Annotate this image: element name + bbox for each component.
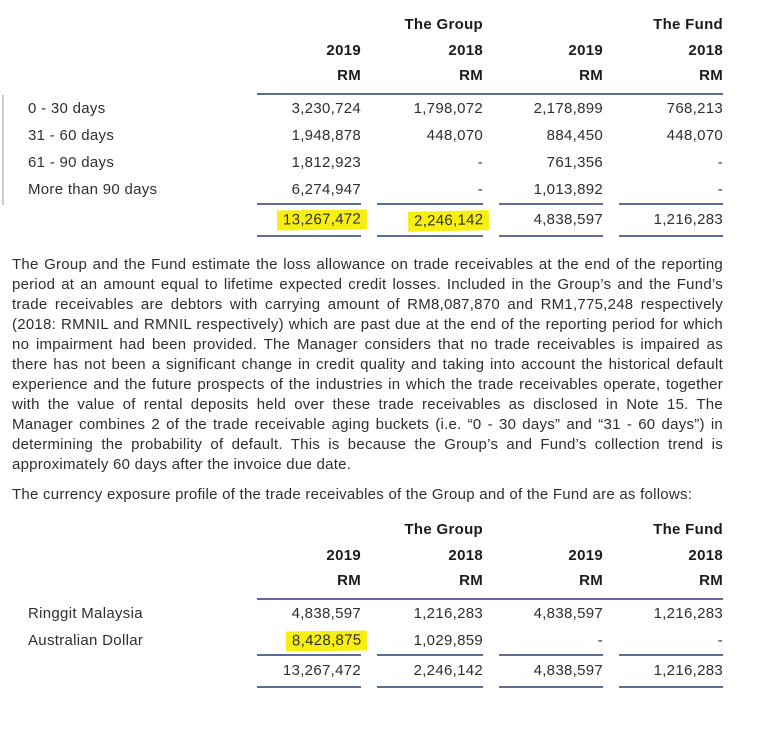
year-header: 2018	[688, 42, 723, 59]
amount-cell: 1,216,283	[413, 605, 483, 622]
fund-column-header: The Fund	[653, 521, 723, 538]
currency-header: RM	[459, 572, 483, 589]
amount-cell: 1,216,283	[653, 605, 723, 622]
currency-exposure-table	[12, 521, 723, 688]
spacer-cell	[28, 203, 241, 237]
currency-header: RM	[459, 67, 483, 84]
total-cell: 4,838,597	[499, 203, 603, 237]
left-cell-border	[2, 95, 4, 205]
year-header: 2019	[326, 42, 361, 59]
aging-row-label: 31 - 60 days	[28, 127, 115, 144]
aging-row-label: 61 - 90 days	[28, 154, 115, 171]
currency-header: RM	[337, 67, 361, 84]
year-header: 2019	[326, 547, 361, 564]
amount-cell: -	[477, 181, 483, 198]
currency-header: RM	[579, 572, 603, 589]
total-cell: 13,267,472	[257, 654, 361, 688]
spacer-cell	[28, 568, 241, 598]
currency-row-label: Australian Dollar	[28, 632, 144, 649]
spacer-cell	[28, 37, 241, 63]
aging-row-label: 0 - 30 days	[28, 100, 106, 117]
year-header: 2018	[688, 547, 723, 564]
year-header: 2018	[448, 547, 483, 564]
total-cell: 4,838,597	[499, 654, 603, 688]
amount-cell: 1,948,878	[291, 127, 361, 144]
amount-cell: 6,274,947	[291, 181, 361, 198]
total-cell: 1,216,283	[619, 203, 723, 237]
fund-column-header: The Fund	[653, 16, 723, 33]
amount-cell: 1,798,072	[413, 100, 483, 117]
amount-cell: 3,230,724	[291, 100, 361, 117]
aging-row-label: More than 90 days	[28, 181, 158, 198]
spacer-cell	[28, 63, 241, 93]
highlight-mark: 8,428,875	[285, 631, 367, 652]
amount-cell: 884,450	[546, 127, 603, 144]
amount-cell: 448,070	[666, 127, 723, 144]
year-header: 2019	[568, 547, 603, 564]
spacer-cell	[28, 542, 241, 568]
amount-cell: -	[717, 154, 723, 171]
currency-row-label: Ringgit Malaysia	[28, 605, 143, 622]
amount-cell: 4,838,597	[291, 605, 361, 622]
loss-allowance-paragraph: The Group and the Fund estimate the loss allowance on trade receivables at the end of the reporting period at an amount equal to lifetime expected credit losses. Included in the Group’s and the Fund’s trade receivables are debtors with carrying amount of RM8,087,870 and RM1,775,248 respectively (2018: RMNIL and RMNIL respectively) which are past due at the end of the reporting period for which no impairment had been provided. The Manager considers that no trade receivables is impaired as there has not been a significant change in credit quality and taking into account the historical default experience and the future prospects of the industries in which the trade receivables operate, together with the value of rental deposits held over these trade receivables as disclosed in Note 15. The Manager combines 2 of the trade receivable aging buckets (i.e. “0 - 30 days” and “31 - 60 days”) in determining the probability of default. This is because the Group’s and Fund’s collection trend is approximately 60 days after the invoice due date.	[12, 256, 723, 473]
currency-exposure-intro: The currency exposure profile of the trade receivables of the Group and of the Fund are as follows:	[12, 486, 693, 503]
amount-cell: 1,029,859	[413, 632, 483, 649]
total-cell	[257, 203, 361, 237]
amount-cell	[257, 627, 361, 654]
currency-header: RM	[579, 67, 603, 84]
amount-cell: 448,070	[426, 127, 483, 144]
currency-header: RM	[699, 572, 723, 589]
spacer-cell	[28, 654, 241, 688]
amount-cell: 1,013,892	[533, 181, 603, 198]
amount-cell: -	[717, 632, 723, 649]
total-cell	[377, 203, 483, 237]
amount-cell: 1,812,923	[291, 154, 361, 171]
amount-cell: -	[717, 181, 723, 198]
amount-cell: -	[597, 632, 603, 649]
amount-cell: 2,178,899	[533, 100, 603, 117]
currency-header: RM	[337, 572, 361, 589]
highlight-mark: 2,246,142	[407, 210, 489, 232]
currency-header: RM	[699, 67, 723, 84]
amount-cell: 761,356	[546, 154, 603, 171]
year-header: 2018	[448, 42, 483, 59]
amount-cell: -	[477, 154, 483, 171]
total-cell: 1,216,283	[619, 654, 723, 688]
amount-cell: 768,213	[666, 100, 723, 117]
group-column-header: The Group	[404, 16, 483, 33]
group-column-header: The Group	[404, 521, 483, 538]
trade-receivables-aging-table	[12, 16, 723, 237]
total-cell: 2,246,142	[377, 654, 483, 688]
highlight-mark: 13,267,472	[277, 209, 367, 230]
year-header: 2019	[568, 42, 603, 59]
amount-cell: 4,838,597	[533, 605, 603, 622]
